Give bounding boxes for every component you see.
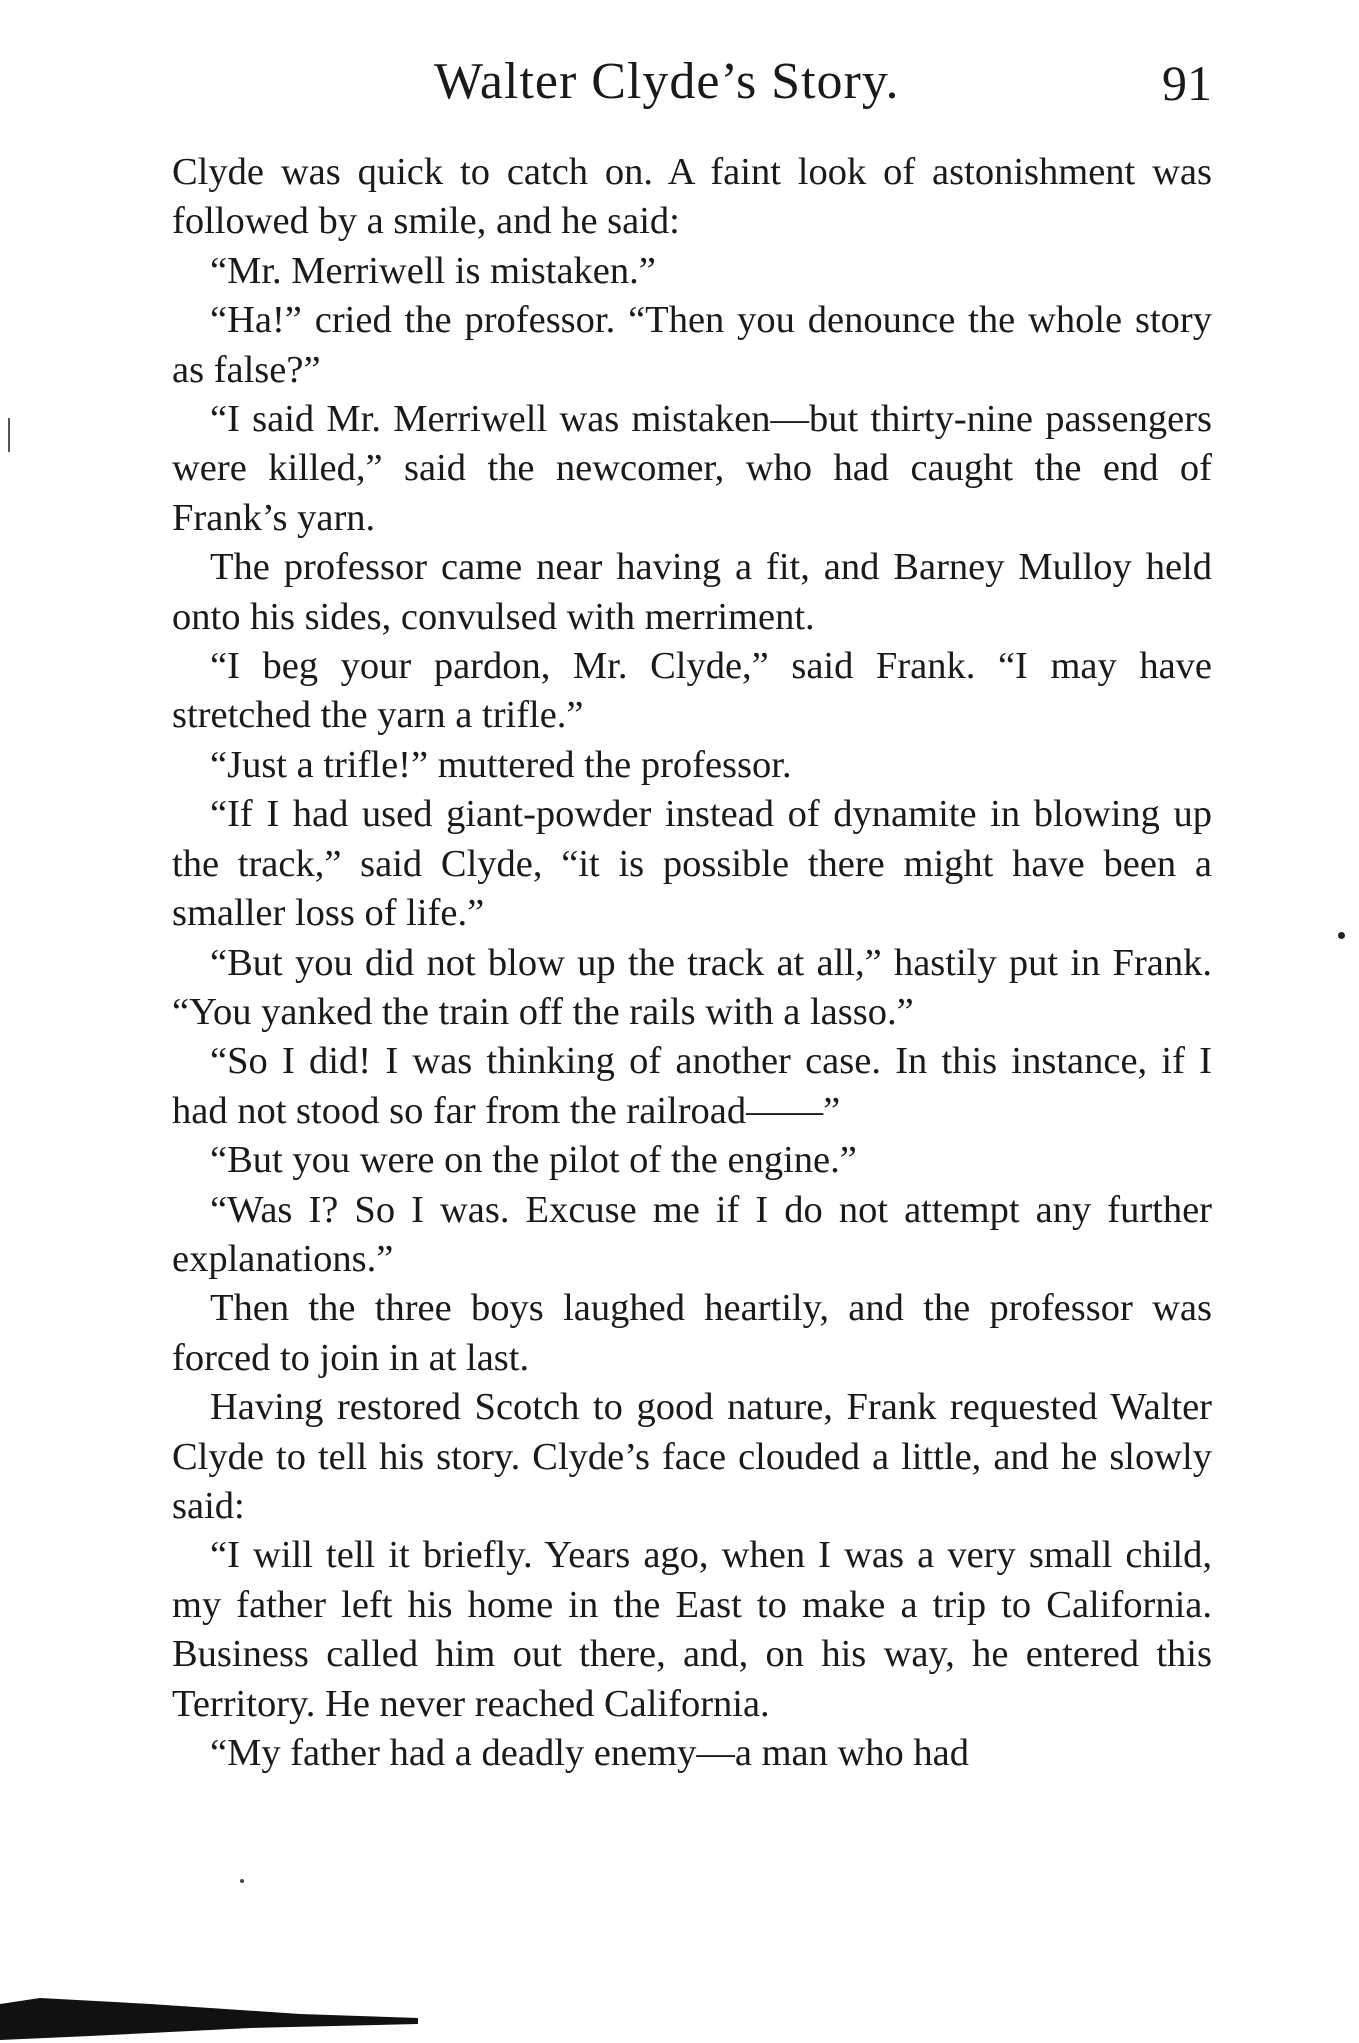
running-head xyxy=(172,52,1212,122)
scan-speck xyxy=(240,1879,244,1883)
running-title: Walter Clyde’s Story. xyxy=(434,53,900,110)
paragraph: “Just a trifle!” muttered the professor. xyxy=(210,743,792,786)
scan-edge-shadow xyxy=(0,1990,420,2040)
paragraph: Clyde was quick to catch on. A faint look of astonishment was followed by a smile, and he said: xyxy=(172,151,1212,243)
paragraph: “So I did! I was thinking of another case. In this instance, if I had not stood so far from the railroad——” xyxy=(172,1040,1212,1132)
paragraph: “Ha!” cried the professor. “Then you denounce the whole story as false?” xyxy=(172,299,1212,391)
paragraph: “Mr. Merriwell is mistaken.” xyxy=(210,249,656,292)
page-number: 91 xyxy=(1162,55,1212,111)
paragraph: “Was I? So I was. Excuse me if I do not attempt any further explanations.” xyxy=(172,1188,1212,1280)
paragraph: The professor came near having a fit, and Barney Mulloy held onto his sides, convulsed with merriment. xyxy=(172,546,1212,638)
paragraph: Then the three boys laughed heartily, and the professor was forced to join in at last. xyxy=(172,1287,1212,1379)
scan-margin-mark xyxy=(8,418,14,452)
body-text xyxy=(172,148,1212,1778)
paragraph: “I said Mr. Merriwell was mistaken—but thirty-nine passengers were killed,” said the newcomer, who had caught the end of Frank’s yarn. xyxy=(172,398,1212,539)
paragraph: “I beg your pardon, Mr. Clyde,” said Frank. “I may have stretched the yarn a trifle.” xyxy=(172,645,1212,737)
paragraph: “But you did not blow up the track at all,” hastily put in Frank. “You yanked the train off the rails with a lasso.” xyxy=(172,941,1212,1033)
paragraph: Having restored Scotch to good nature, Frank requested Walter Clyde to tell his story. Clyde’s face clouded a little, and he slowly said: xyxy=(172,1386,1212,1527)
scan-speck xyxy=(1338,932,1345,939)
paragraph: “But you were on the pilot of the engine.” xyxy=(210,1139,857,1182)
paragraph: “If I had used giant-powder instead of dynamite in blowing up the track,” said Clyde, “it is possible there might have been a smaller loss of life.” xyxy=(172,793,1212,935)
paragraph: “I will tell it briefly. Years ago, when I was a very small child, my father left his home in the East to make a trip to California. Business called him out there, and, on his way, he entered this Territory. He never reached California. xyxy=(172,1534,1212,1725)
paragraph: “My father had a deadly enemy—a man who had xyxy=(210,1732,970,1774)
